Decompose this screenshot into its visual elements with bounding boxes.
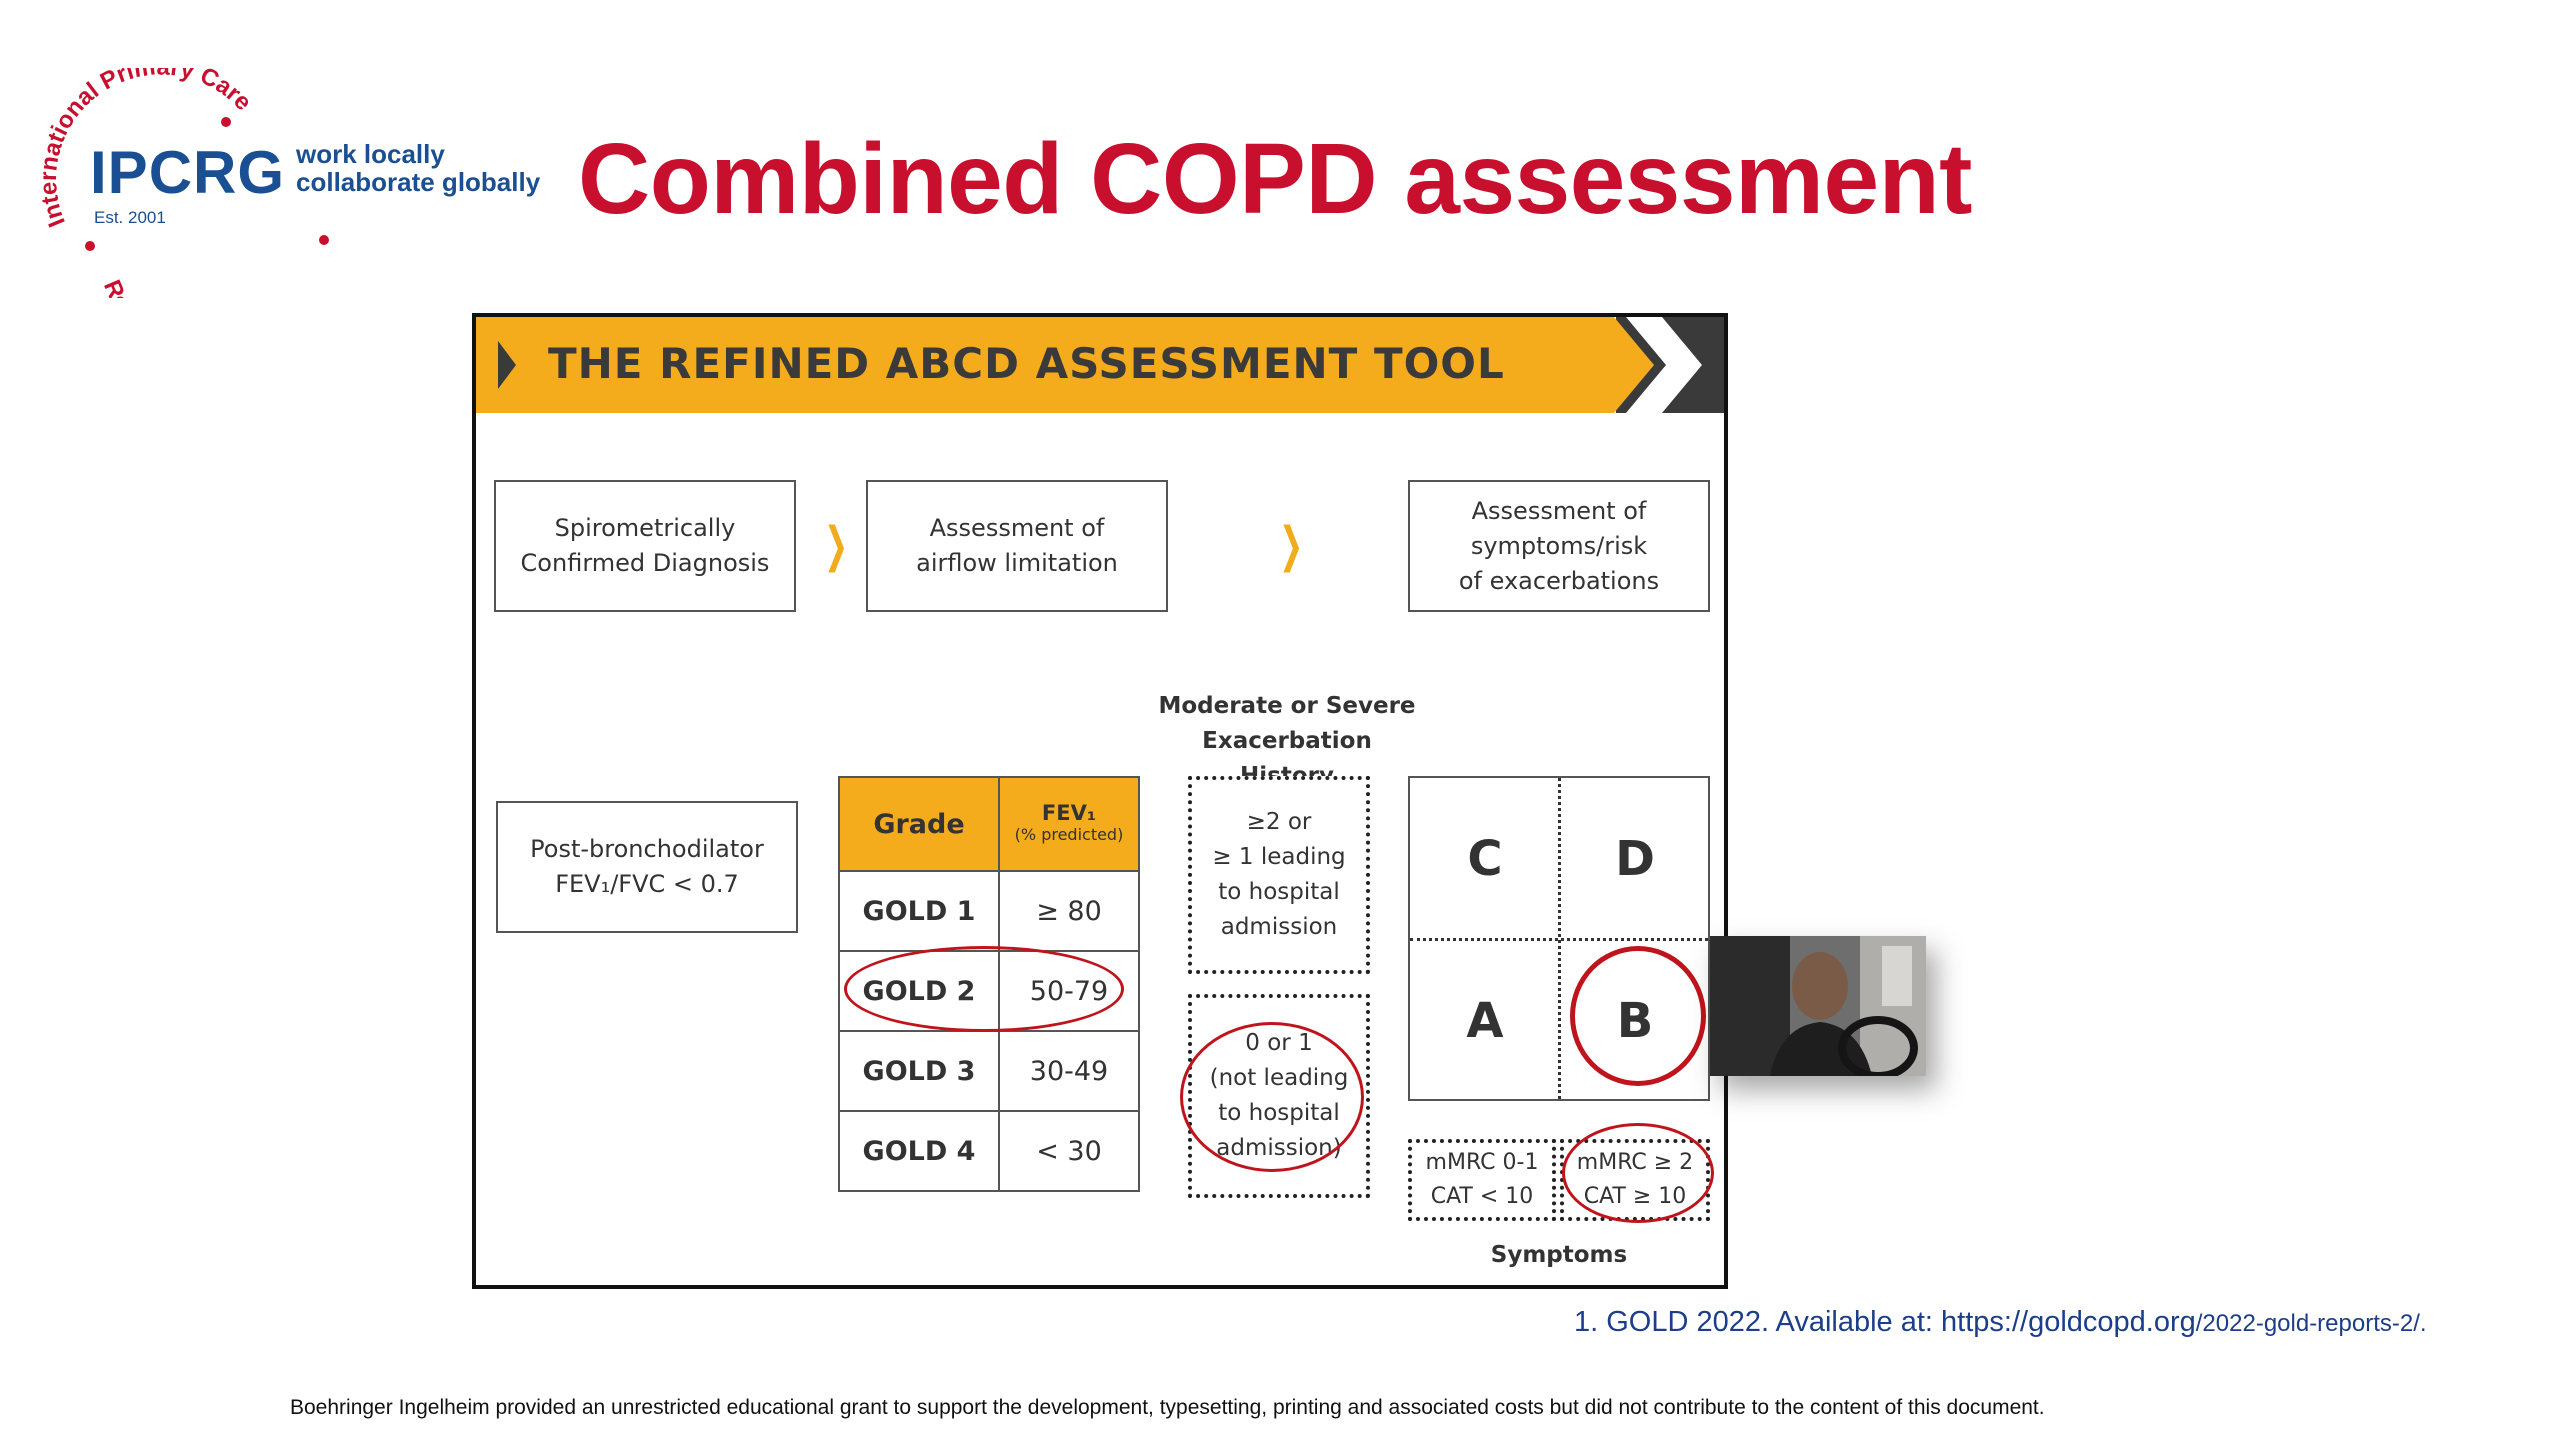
gold-grade-cell: GOLD 4 [839,1111,999,1191]
photo-image [1710,936,1926,1076]
gold-table-header [839,777,1139,871]
step-text: airflow limitation [916,549,1118,577]
fev-value-cell: < 30 [999,1111,1139,1191]
table-row [839,1111,1139,1191]
ipcrg-logo [38,68,558,298]
step-airflow-box [866,480,1168,612]
grade-header: Grade [839,777,999,871]
reference-text: 1. GOLD 2022. Available at: https://goldcopd.org [1574,1306,2196,1338]
gold-grade-cell: GOLD 3 [839,1031,999,1111]
logo-tagline [296,140,540,196]
post-bd-text: FEV₁/FVC < 0.7 [555,870,739,898]
reference-link-tail[interactable]: /2022-gold-reports-2/. [2195,1310,2427,1337]
step-text: Spirometrically [554,514,736,542]
step-text: Assessment of [1471,496,1647,525]
step-symptoms-risk-box [1408,480,1710,612]
exacerbation-text: ≥ 1 leading [1212,844,1346,870]
logo-dot [319,235,329,245]
fev-header-label: FEV₁ [1041,801,1097,825]
logo-tagline-line2: collaborate globally [296,167,541,197]
post-bd-text: Post-bronchodilator [530,835,764,863]
logo-arc-top-text: Int national Prim y Care [38,68,257,231]
symptoms-low-box [1408,1139,1556,1221]
fev-header [999,777,1139,871]
table-row [839,951,1139,1031]
group-d: D [1615,831,1655,887]
table-row [839,1031,1139,1111]
gold-grade-cell: GOLD 1 [839,871,999,951]
exacerbation-text: 0 or 1 [1245,1030,1313,1056]
post-bronchodilator-box [496,801,798,933]
slide-title: Combined COPD assessment [578,123,1972,235]
exacerbation-text: admission [1220,914,1338,940]
group-c: C [1467,831,1503,887]
step-text: Assessment of [929,514,1105,542]
exacerbation-text: (not leading [1209,1065,1349,1091]
table-row [839,871,1139,951]
group-a: A [1466,993,1504,1049]
exacerbation-text: ≥2 or [1246,809,1312,835]
logo-wordmark: IPCRG [90,139,286,206]
logo-arc-bottom-text: R [98,276,130,298]
exacerbation-header-line: Moderate or Severe [1158,693,1416,719]
step-text: Confirmed Diagnosis [520,549,770,577]
symptoms-high-box [1560,1139,1710,1221]
step-diagnosis-box [494,480,796,612]
exacerbation-text: to hospital [1218,879,1340,905]
symptom-text: CAT < 10 [1430,1184,1534,1209]
group-b: B [1616,993,1654,1049]
step-text: symptoms/risk [1470,531,1648,560]
fev-value-cell: ≥ 80 [999,871,1139,951]
logo-dot [85,241,95,251]
exacerbation-text: to hospital [1218,1100,1340,1126]
exacerbation-header-line: Exacerbation [1202,728,1372,754]
exacerbation-text: admission) [1216,1135,1342,1161]
fev-header-sub: (% predicted) [1014,825,1124,844]
abcd-group-grid [1408,776,1710,1101]
logo-tagline-line1: work locally [296,139,445,169]
gold-grade-table [838,776,1140,1192]
gold-grade-cell: GOLD 2 [839,951,999,1031]
funding-disclaimer: Boehringer Ingelheim provided an unrestricted educational grant to support the development, typesetting, printing and associated costs but did not contribute to the content of this document. [290,1396,2045,1419]
logo-established: Est. 2001 [94,208,166,227]
fev-value-cell: 30-49 [999,1031,1139,1111]
chevron-right-icon: ❯ [824,517,849,573]
reference-citation [1574,1306,2427,1339]
presenter-photo [1710,936,1926,1076]
banner-title: THE REFINED ABCD ASSESSMENT TOOL [548,339,1505,388]
step-text: of exacerbations [1458,566,1660,595]
logo-dot [221,117,231,127]
symptom-text: mMRC ≥ 2 [1576,1150,1694,1175]
exacerbation-low-box [1188,994,1370,1198]
fev-value-cell: 50-79 [999,951,1139,1031]
chevron-right-icon: ❯ [1279,517,1304,573]
symptoms-label: Symptoms [1490,1242,1628,1268]
abcd-assessment-figure [472,313,1728,1289]
symptom-text: CAT ≥ 10 [1583,1184,1687,1209]
symptom-text: mMRC 0-1 [1425,1150,1539,1175]
svg-text:Respiratory Group [98,276,281,298]
exacerbation-high-box [1188,776,1370,974]
